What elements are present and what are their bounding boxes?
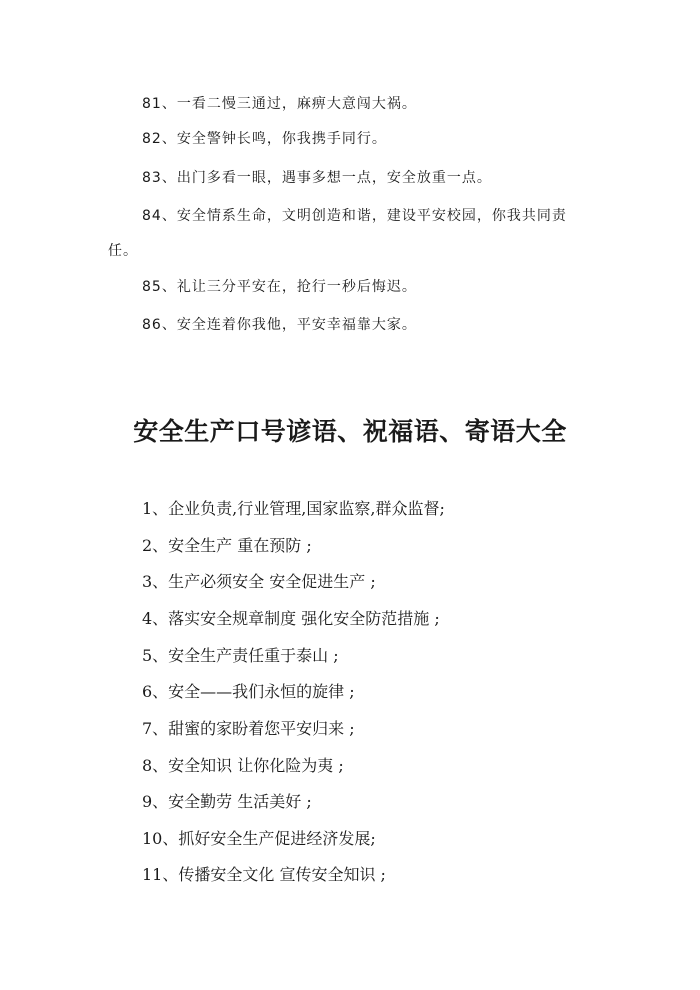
list-item: 81、一看二慢三通过，麻痹大意闯大祸。 xyxy=(142,96,417,112)
list-item: 9、安全勤劳 生活美好 ; xyxy=(142,792,312,811)
list-item: 4、落实安全规章制度 强化安全防范措施 ; xyxy=(142,609,440,628)
list-item: 3、生产必须安全 安全促进生产 ; xyxy=(142,572,376,591)
list-item: 5、安全生产责任重于泰山 ; xyxy=(142,646,339,665)
section-title: 安全生产口号谚语、祝福语、寄语大全 xyxy=(133,417,567,446)
list-item: 7、甜蜜的家盼着您平安归来 ; xyxy=(142,719,355,738)
list-item: 11、传播安全文化 宣传安全知识 ; xyxy=(142,865,386,884)
list-item-continuation: 任。 xyxy=(108,243,138,259)
list-item: 2、安全生产 重在预防 ; xyxy=(142,536,312,555)
list-item: 10、抓好安全生产促进经济发展; xyxy=(142,829,376,848)
list-item: 84、安全情系生命，文明创造和谐，建设平安校园，你我共同责 xyxy=(142,208,567,224)
list-item: 6、安全——我们永恒的旋律 ; xyxy=(142,682,355,701)
list-item: 85、礼让三分平安在，抢行一秒后悔迟。 xyxy=(142,279,417,295)
list-item: 82、安全警钟长鸣，你我携手同行。 xyxy=(142,131,387,147)
list-item: 83、出门多看一眼，遇事多想一点，安全放重一点。 xyxy=(142,170,492,186)
list-item: 1、企业负责,行业管理,国家监察,群众监督; xyxy=(142,499,445,518)
list-item: 8、安全知识 让你化险为夷 ; xyxy=(142,756,344,775)
list-item: 86、安全连着你我他，平安幸福靠大家。 xyxy=(142,317,417,333)
